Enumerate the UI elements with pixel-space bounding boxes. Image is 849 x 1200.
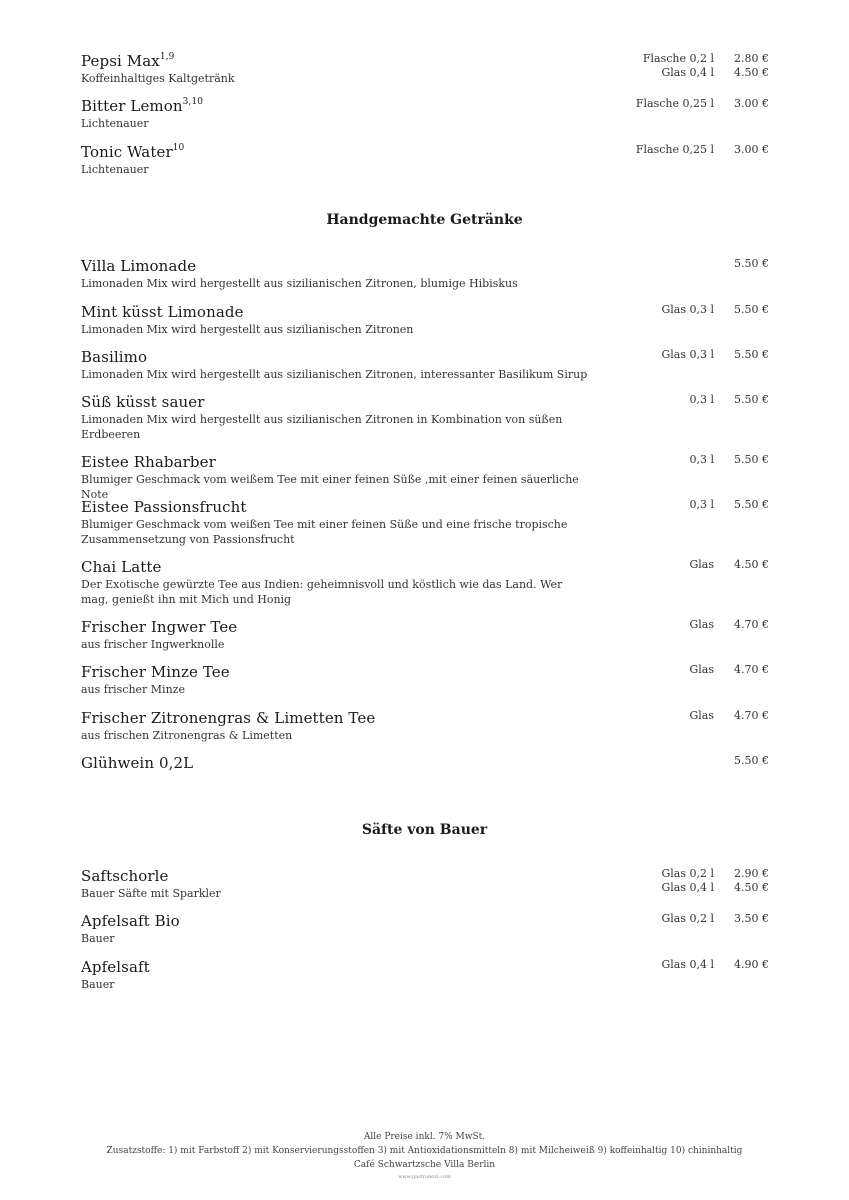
item-prices <box>714 754 769 768</box>
footer-website: www.gastronovi.com <box>398 1174 451 1180</box>
item-description: Der Exotische gewürzte Tee aus Indien: geheimnisvoll und köstlich wie das Land. Wer mag, genießt ihn mit Mich und Honig <box>81 578 563 606</box>
item-price: 3.00 € <box>734 143 769 156</box>
item-price: 5.50 € <box>734 453 769 466</box>
item-price: 4.70 € <box>734 618 769 631</box>
item-name: Eistee Passionsfrucht <box>81 498 247 516</box>
item-description: Limonaden Mix wird hergestellt aus sizilianischen Zitronen <box>81 323 414 336</box>
item-description: Limonaden Mix wird hergestellt aus sizilianischen Zitronen, blumige Hibiskus <box>81 277 518 290</box>
item-price: 4.50 € <box>734 66 769 79</box>
additive-marker: 10 <box>172 143 185 153</box>
menu-item <box>81 558 769 607</box>
item-description: Lichtenauer <box>81 117 149 130</box>
menu-item <box>81 912 769 946</box>
item-size: Flasche 0,2 l <box>642 52 714 65</box>
item-size: Flasche 0,25 l <box>635 143 714 156</box>
item-size: Glas 0,2 l <box>661 867 714 880</box>
item-name: Mint küsst Limonade <box>81 303 244 321</box>
item-name: Saftschorle <box>81 867 169 885</box>
item-size: Glas 0,4 l <box>661 66 714 79</box>
item-description: Blumiger Geschmack vom weißem Tee mit einer feinen Süße ,mit einer feinen säuerliche Note <box>81 473 579 501</box>
item-name: Basilimo <box>81 348 148 366</box>
menu-item <box>81 709 769 743</box>
menu-item <box>81 958 769 992</box>
additive-marker: 1,9 <box>159 52 175 62</box>
item-name: Frischer Ingwer Tee <box>81 618 238 636</box>
item-prices <box>714 257 769 271</box>
item-name: Apfelsaft <box>81 958 150 976</box>
footer-venue: Café Schwartzsche Villa Berlin <box>353 1160 496 1170</box>
additive-marker: 3,10 <box>182 97 204 107</box>
item-size: Glas 0,2 l <box>661 912 714 925</box>
item-price: 2.80 € <box>734 52 769 65</box>
item-price: 4.70 € <box>734 663 769 676</box>
item-prices <box>643 52 769 80</box>
item-prices <box>689 498 769 512</box>
item-description: Bauer <box>81 932 115 945</box>
menu-item <box>81 618 769 652</box>
item-name: Eistee Rhabarber <box>81 453 216 471</box>
menu-item <box>81 143 769 177</box>
item-price: 4.90 € <box>734 958 769 971</box>
item-prices <box>689 393 769 407</box>
menu-item <box>81 97 769 131</box>
item-prices <box>689 709 769 723</box>
item-description: Lichtenauer <box>81 163 149 176</box>
item-size: Glas <box>689 558 714 571</box>
item-name: Bitter Lemon$^{3,10}$ <box>81 97 204 115</box>
item-size: 0,3 l <box>689 453 714 466</box>
menu-item <box>81 257 769 291</box>
item-size: Glas 0,3 l <box>661 303 714 316</box>
menu-item <box>81 453 769 502</box>
item-prices <box>636 97 769 111</box>
item-name: Frischer Minze Tee <box>81 663 230 681</box>
item-name: Frischer Zitronengras & Limetten Tee <box>81 709 376 727</box>
item-name: Glühwein 0,2L <box>81 754 194 772</box>
menu-item <box>81 303 769 337</box>
item-description: Koffeinhaltiges Kaltgetränk <box>81 72 235 85</box>
menu-item <box>81 498 769 547</box>
item-prices <box>661 867 769 895</box>
item-size: Glas 0,4 l <box>661 881 714 894</box>
section-heading: Säfte von Bauer <box>361 822 488 838</box>
item-price: 5.50 € <box>734 754 769 767</box>
item-prices <box>689 663 769 677</box>
item-description: Limonaden Mix wird hergestellt aus sizilianischen Zitronen, interessanter Basilikum Sirup <box>81 368 588 381</box>
item-description: aus frischer Ingwerknolle <box>81 638 225 651</box>
footer-vat: Alle Preise inkl. 7% MwSt. <box>363 1132 486 1142</box>
menu-item <box>81 867 769 901</box>
item-prices <box>661 303 769 317</box>
item-price: 5.50 € <box>734 303 769 316</box>
item-price: 5.50 € <box>734 498 769 511</box>
item-size: Flasche 0,25 l <box>635 97 714 110</box>
item-price: 3.50 € <box>734 912 769 925</box>
item-prices <box>661 958 769 972</box>
item-price: 2.90 € <box>734 867 769 880</box>
item-size: Glas 0,4 l <box>661 958 714 971</box>
menu-item <box>81 348 769 382</box>
item-size: Glas <box>689 663 714 676</box>
section-heading: Handgemachte Getränke <box>326 212 523 228</box>
item-size: Glas <box>689 618 714 631</box>
item-price: 5.50 € <box>734 393 769 406</box>
item-price: 4.50 € <box>734 881 769 894</box>
item-prices <box>689 558 769 572</box>
item-name: Pepsi Max$^{1,9}$ <box>81 52 175 70</box>
item-description: Limonaden Mix wird hergestellt aus sizilianischen Zitronen in Kombination von süßen Erdbeeren <box>81 413 563 441</box>
item-price: 4.70 € <box>734 709 769 722</box>
item-price: 5.50 € <box>734 257 769 270</box>
item-description: Blumiger Geschmack vom weißen Tee mit einer feinen Süße und eine frische tropische Zusammensetzung von Passionsfrucht <box>81 518 568 546</box>
item-prices <box>661 348 769 362</box>
menu-item <box>81 52 769 86</box>
item-description: Bauer Säfte mit Sparkler <box>81 887 221 900</box>
item-prices <box>689 453 769 467</box>
item-name: Apfelsaft Bio <box>81 912 180 930</box>
menu-item <box>81 663 769 697</box>
item-prices <box>636 143 769 157</box>
menu-item <box>81 393 769 442</box>
item-size: 0,3 l <box>689 498 714 511</box>
item-name: Tonic Water$^{10}$ <box>81 143 185 161</box>
item-description: Bauer <box>81 978 115 991</box>
item-size: 0,3 l <box>689 393 714 406</box>
item-name: Chai Latte <box>81 558 162 576</box>
item-prices <box>689 618 769 632</box>
footer-additives: Zusatzstoffe: 1) mit Farbstoff 2) mit Konservierungsstoffen 3) mit Antioxidationsmitteln 8) mit Milcheiweiß 9) koffeinhaltig 10) chininhaltig <box>106 1146 743 1156</box>
item-price: 3.00 € <box>734 97 769 110</box>
item-price: 4.50 € <box>734 558 769 571</box>
item-name: Villa Limonade <box>81 257 197 275</box>
menu-item <box>81 754 769 772</box>
item-description: aus frischer Minze <box>81 683 185 696</box>
item-price: 5.50 € <box>734 348 769 361</box>
item-description: aus frischen Zitronengras & Limetten <box>81 729 293 742</box>
item-size: Glas 0,3 l <box>661 348 714 361</box>
item-prices <box>661 912 769 926</box>
item-size: Glas <box>689 709 714 722</box>
item-name: Süß küsst sauer <box>81 393 205 411</box>
